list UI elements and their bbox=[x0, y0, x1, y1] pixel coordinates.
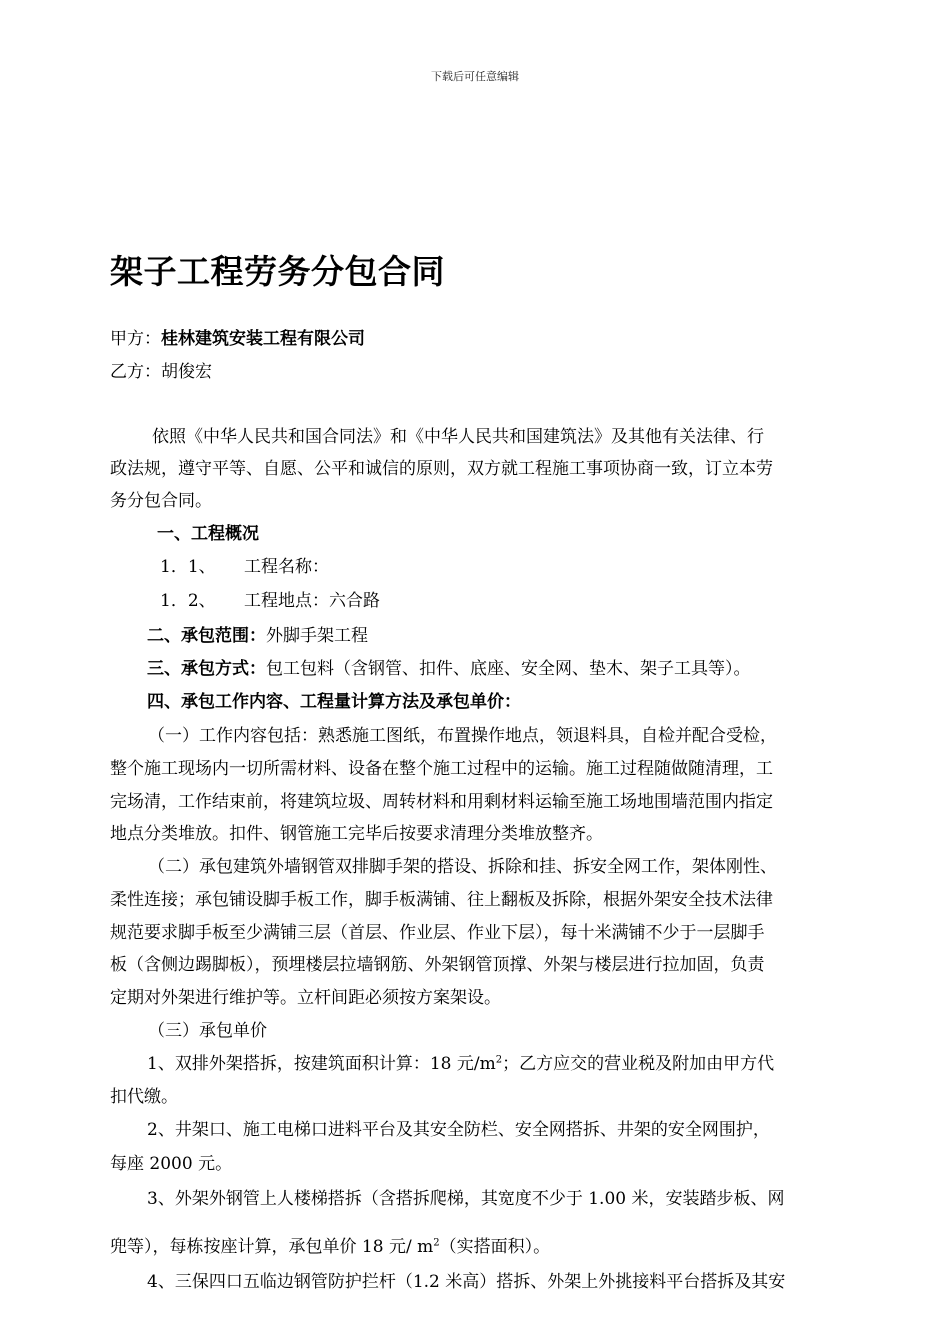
party-b bbox=[110, 357, 212, 382]
para-2-line-5: 定期对外架进行维护等。立杆间距必须按方案架设。 bbox=[110, 988, 501, 1008]
price-item-2-line-1: 2、井架口、施工电梯口进料平台及其安全防栏、安全网搭拆、井架的安全网围护， bbox=[147, 1120, 770, 1140]
price-item-1-superscript: 2 bbox=[495, 1054, 503, 1066]
item-1-1-text: 工程名称： bbox=[244, 557, 329, 577]
price-item-1-line-2: 扣代缴。 bbox=[110, 1087, 178, 1107]
party-a-name: 桂林建筑安装工程有限公司 bbox=[161, 329, 365, 349]
party-a-label: 甲方： bbox=[110, 329, 161, 349]
section-3-heading: 三、承包方式： bbox=[147, 659, 266, 679]
price-item-1-text: 1、双排外架搭拆，按建筑面积计算：18 元/m bbox=[147, 1054, 496, 1074]
party-a bbox=[110, 324, 365, 349]
para-2-line-4: 板（含侧边踢脚板），预埋楼层拉墙钢筋、外架钢管顶撑、外架与楼层进行拉加固，负责 bbox=[110, 955, 765, 975]
section-3-text: 包工包料（含钢管、扣件、底座、安全网、垫木、架子工具等）。 bbox=[266, 659, 751, 679]
para-2-line-2: 柔性连接；承包铺设脚手板工作，脚手板满铺、往上翻板及拆除，根据外架安全技术法律 bbox=[110, 890, 773, 910]
party-b-name: 胡俊宏 bbox=[161, 362, 212, 382]
para-2-line-3: 规范要求脚手板至少满铺三层（首层、作业层、作业下层），每十米满铺不少于一层脚手 bbox=[110, 923, 765, 943]
preamble-line-1: 依照《中华人民共和国合同法》和《中华人民共和国建筑法》及其他有关法律、行 bbox=[152, 427, 764, 447]
preamble-line-2: 政法规，遵守平等、自愿、公平和诚信的原则，双方就工程施工事项协商一致，订立本劳 bbox=[110, 459, 773, 479]
preamble-line-3: 务分包合同。 bbox=[110, 491, 212, 511]
document-title: 架子工程劳务分包合同 bbox=[110, 252, 445, 291]
price-item-3-line-2 bbox=[110, 1235, 550, 1259]
party-b-label: 乙方： bbox=[110, 362, 161, 382]
header-note: 下载后可任意编辑 bbox=[431, 70, 519, 83]
section-3 bbox=[147, 657, 751, 681]
para-1-line-2: 整个施工现场内一切所需材料、设备在整个施工过程中的运输。施工过程随做随清理，工 bbox=[110, 759, 773, 779]
price-item-1-line-1 bbox=[147, 1052, 774, 1076]
price-item-3-text: 兜等），每栋按座计算，承包单价 18 元/ m bbox=[110, 1237, 434, 1257]
item-1-2-text: 工程地点：六合路 bbox=[244, 591, 380, 611]
section-2-heading: 二、承包范围： bbox=[147, 626, 266, 646]
item-1-2-number: 1．2、 bbox=[160, 591, 216, 611]
para-1-line-3: 完场清，工作结束前，将建筑垃圾、周转材料和用剩材料运输至施工场地围墙范围内指定 bbox=[110, 792, 773, 812]
price-item-2-line-2: 每座 2000 元。 bbox=[110, 1154, 233, 1174]
section-2-text: 外脚手架工程 bbox=[266, 626, 368, 646]
para-2-line-1: （二）承包建筑外墙钢管双排脚手架的搭设、拆除和挂、拆安全网工作，架体刚性、 bbox=[148, 857, 777, 877]
para-1-line-1: （一）工作内容包括：熟悉施工图纸，布置操作地点，领退料具，自检并配合受检， bbox=[148, 726, 777, 746]
section-2 bbox=[147, 624, 368, 648]
section-4-heading: 四、承包工作内容、工程量计算方法及承包单价： bbox=[147, 692, 521, 712]
item-1-1-number: 1．1、 bbox=[160, 557, 216, 577]
price-item-3-line-1: 3、外架外钢管上人楼梯搭拆（含搭拆爬梯，其宽度不少于 1.00 米，安装踏步板、网 bbox=[147, 1189, 785, 1209]
price-item-4-line-1: 4、三保四口五临边钢管防护拦杆（1.2 米高）搭拆、外架上外挑接料平台搭拆及其安 bbox=[147, 1272, 786, 1292]
para-3-heading: （三）承包单价 bbox=[148, 1021, 267, 1041]
section-1-heading: 一、工程概况 bbox=[157, 524, 259, 544]
price-item-3-superscript: 2 bbox=[433, 1237, 440, 1249]
para-1-line-4: 地点分类堆放。扣件、钢管施工完毕后按要求清理分类堆放整齐。 bbox=[110, 824, 603, 844]
price-item-1-text-cont: ；乙方应交的营业税及附加由甲方代 bbox=[502, 1054, 775, 1074]
price-item-3-text-cont: （实搭面积）。 bbox=[439, 1237, 551, 1257]
